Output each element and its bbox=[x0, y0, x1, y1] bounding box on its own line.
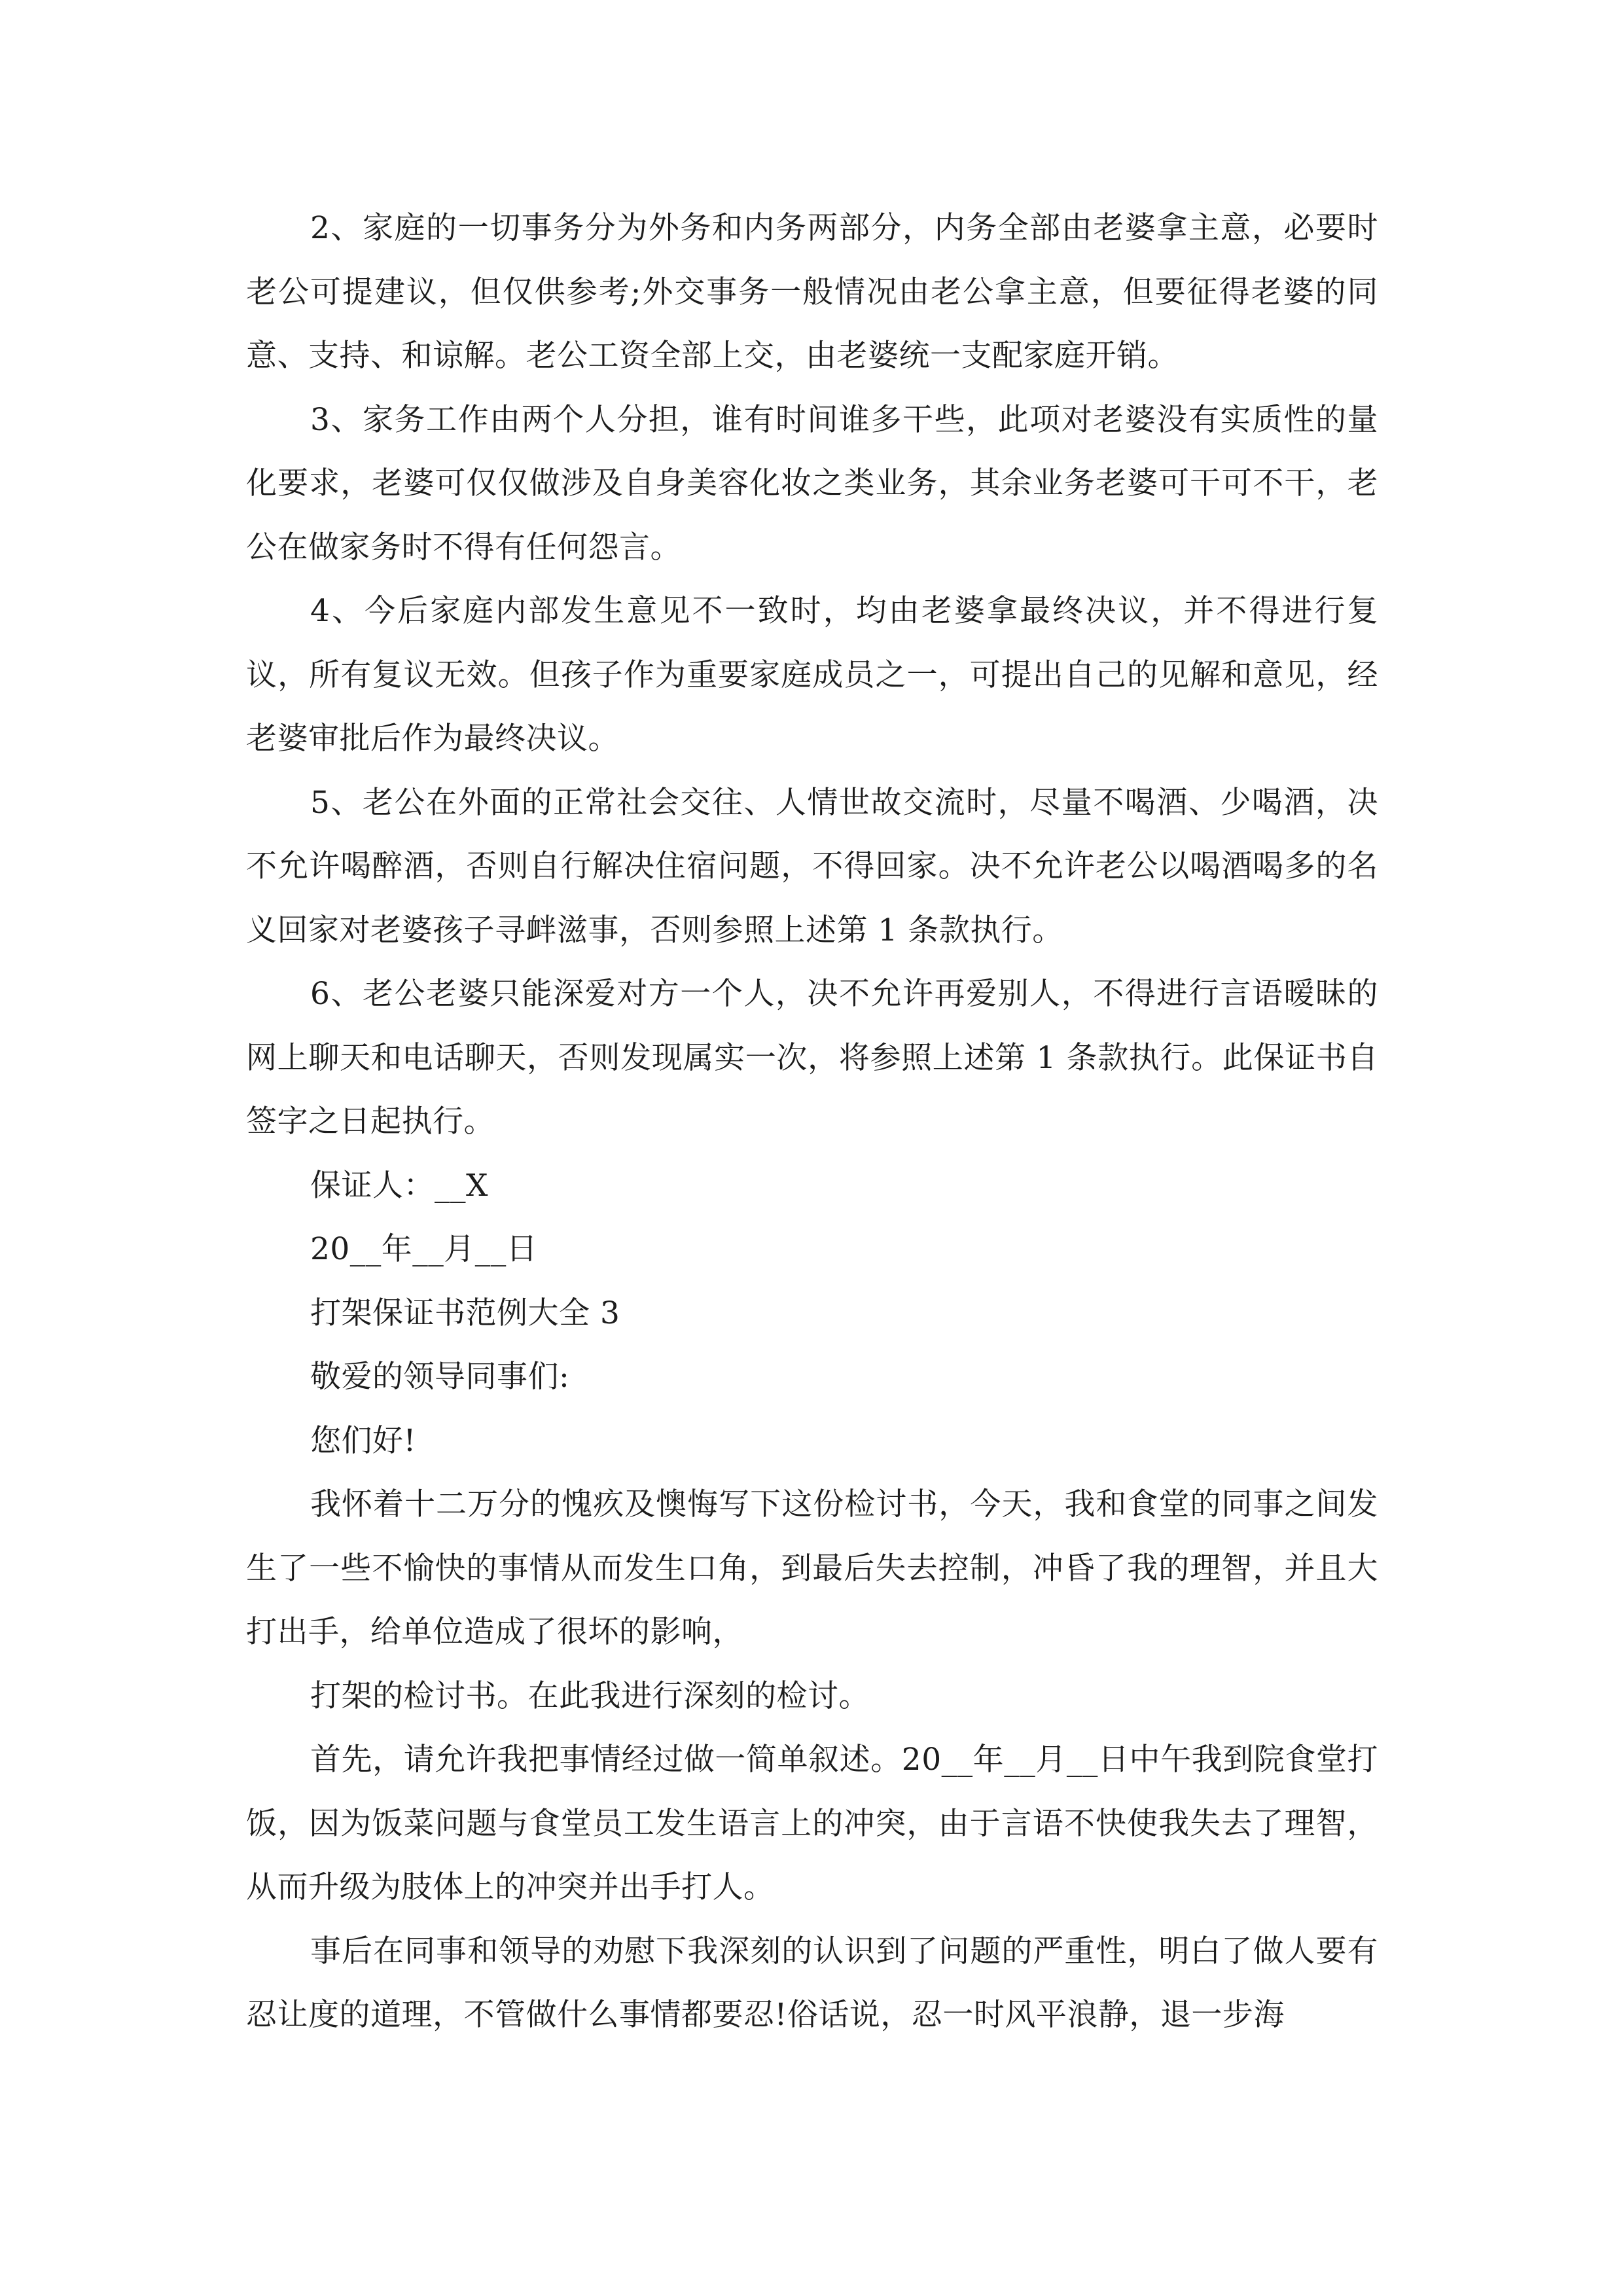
body-paragraph: 首先，请允许我把事情经过做一简单叙述。20__年__月__日中午我到院食堂打饭，因为饭菜问题与食堂员工发生语言上的冲突，由于言语不快使我失去了理智，从而升级为肢体上的冲突并出手打人。 bbox=[246, 1742, 1378, 1905]
clause-2: 2、家庭的一切事务分为外务和内务两部分，内务全部由老婆拿主意，必要时老公可提建议，但仅供参考;外交事务一般情况由老公拿主意，但要征得老婆的同意、支持、和谅解。老公工资全部上交，由老婆统一支配家庭开销。 bbox=[246, 210, 1378, 374]
document-body bbox=[246, 196, 1378, 2047]
clause-6: 6、老公老婆只能深爱对方一个人，决不允许再爱别人，不得进行言语暧昧的网上聊天和电话聊天，否则发现属实一次，将参照上述第 1 条款执行。此保证书自签字之日起执行。 bbox=[246, 976, 1378, 1139]
clause-5: 5、老公在外面的正常社会交往、人情世故交流时，尽量不喝酒、少喝酒，决不允许喝醉酒，否则自行解决住宿问题，不得回家。决不允许老公以喝酒喝多的名义回家对老婆孩子寻衅滋事，否则参照上述第 1 条款执行。 bbox=[246, 784, 1378, 948]
clause-4: 4、今后家庭内部发生意见不一致时，均由老婆拿最终决议，并不得进行复议，所有复议无效。但孩子作为重要家庭成员之一，可提出自己的见解和意见，经老婆审批后作为最终决议。 bbox=[246, 593, 1378, 757]
body-paragraph: 打架的检讨书。在此我进行深刻的检讨。 bbox=[310, 1677, 870, 1714]
greeting: 您们好! bbox=[310, 1422, 416, 1459]
date-line: 20__年__月__日 bbox=[310, 1231, 538, 1267]
clause-3: 3、家务工作由两个人分担，谁有时间谁多干些，此项对老婆没有实质性的量化要求，老婆可仅仅做涉及自身美容化妆之类业务，其余业务老婆可干可不干，老公在做家务时不得有任何怨言。 bbox=[246, 401, 1378, 565]
salutation: 敬爱的领导同事们: bbox=[310, 1359, 570, 1395]
body-paragraph: 事后在同事和领导的劝慰下我深刻的认识到了问题的严重性，明白了做人要有忍让度的道理，不管做什么事情都要忍!俗话说，忍一时风平浪静，退一步海 bbox=[246, 1933, 1378, 2033]
body-paragraph: 我怀着十二万分的愧疚及懊悔写下这份检讨书，今天，我和食堂的同事之间发生了一些不愉快的事情从而发生口角，到最后失去控制，冲昏了我的理智，并且大打出手，给单位造成了很坏的影响， bbox=[246, 1486, 1378, 1650]
section-title: 打架保证书范例大全 3 bbox=[310, 1295, 620, 1331]
guarantor-line: 保证人：__X bbox=[310, 1167, 488, 1204]
